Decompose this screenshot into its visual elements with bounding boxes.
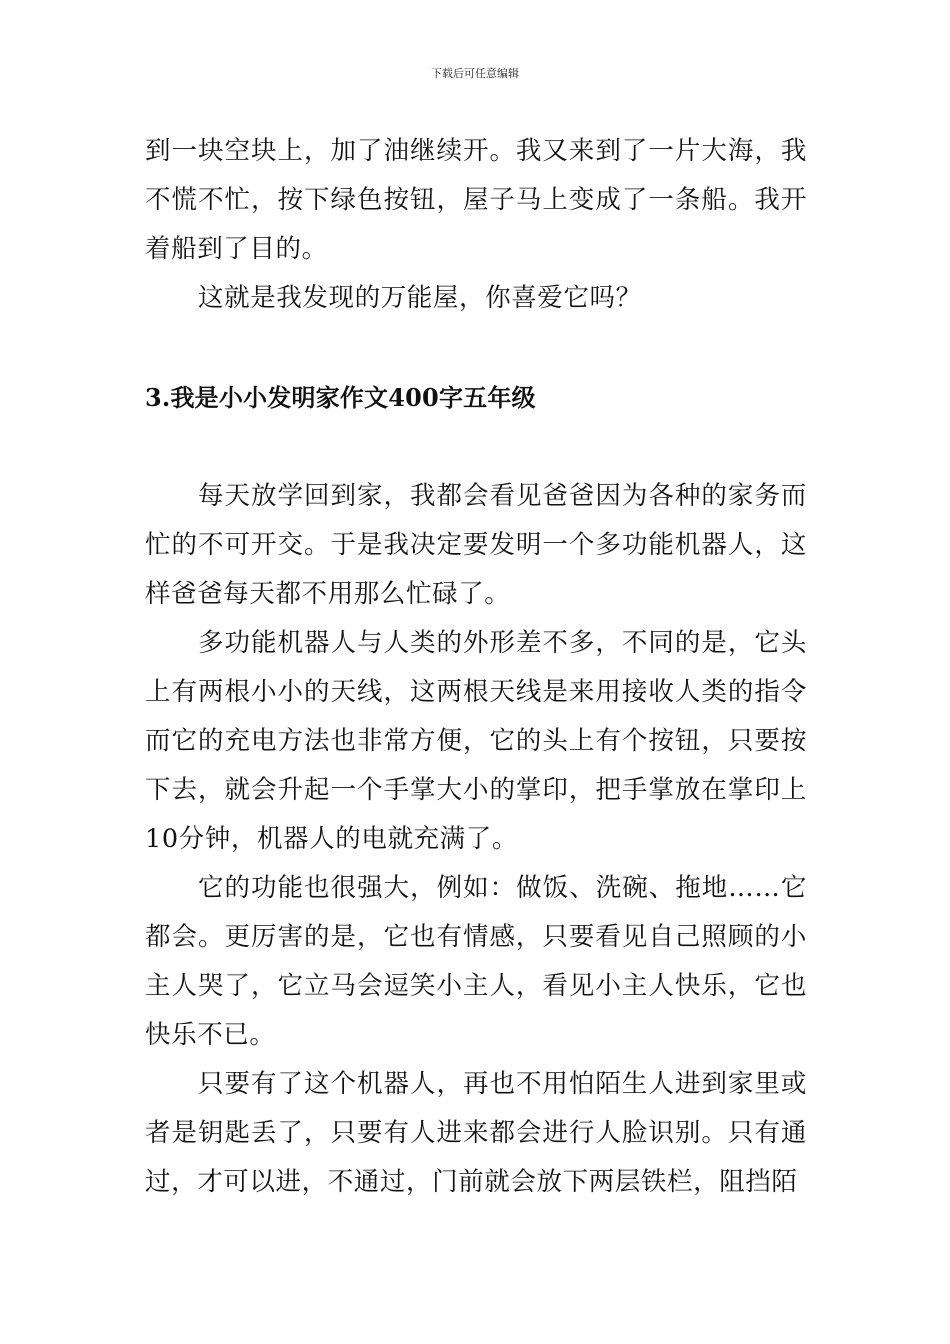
page-header: 下载后可任意编辑: [431, 67, 519, 80]
paragraph-robot-functions: 它的功能也很强大，例如：做饭、洗碗、拖地……它都会。更厉害的是，它也有情感，只要看见自己照顾的小主人哭了，它立马会逗笑小主人，看见小主人快乐，它也快乐不已。: [145, 873, 807, 1050]
paragraph-continuation: 到一块空块上，加了油继续开。我又来到了一片大海，我不慌不忙，按下绿色按钮，屋子马上变成了一条船。我开着船到了目的。: [145, 136, 807, 264]
paragraph-robot-appearance: 多功能机器人与人类的外形差不多，不同的是，它头上有两根小小的天线，这两根天线是来用接收人类的指令而它的充电方法也非常方便，它的头上有个按钮，只要按下去，就会升起一个手掌大小的掌印，把手掌放在掌印上10分钟，机器人的电就充满了。: [145, 628, 807, 854]
section-heading: 3.我是小小发明家作文400字五年级: [145, 383, 536, 412]
document-body: [145, 127, 807, 1207]
paragraph-intro: 每天放学回到家，我都会看见爸爸因为各种的家务而忙的不可开交。于是我决定要发明一个多功能机器人，这样爸爸每天都不用那么忙碌了。: [145, 481, 807, 609]
paragraph-robot-security: 只要有了这个机器人，再也不用怕陌生人进到家里或者是钥匙丢了，只要有人进来都会进行人脸识别。只有通过，才可以进，不通过，门前就会放下两层铁栏，阻挡陌: [145, 1069, 807, 1197]
paragraph-closing-question: 这就是我发现的万能屋，你喜爱它吗？: [198, 283, 642, 313]
